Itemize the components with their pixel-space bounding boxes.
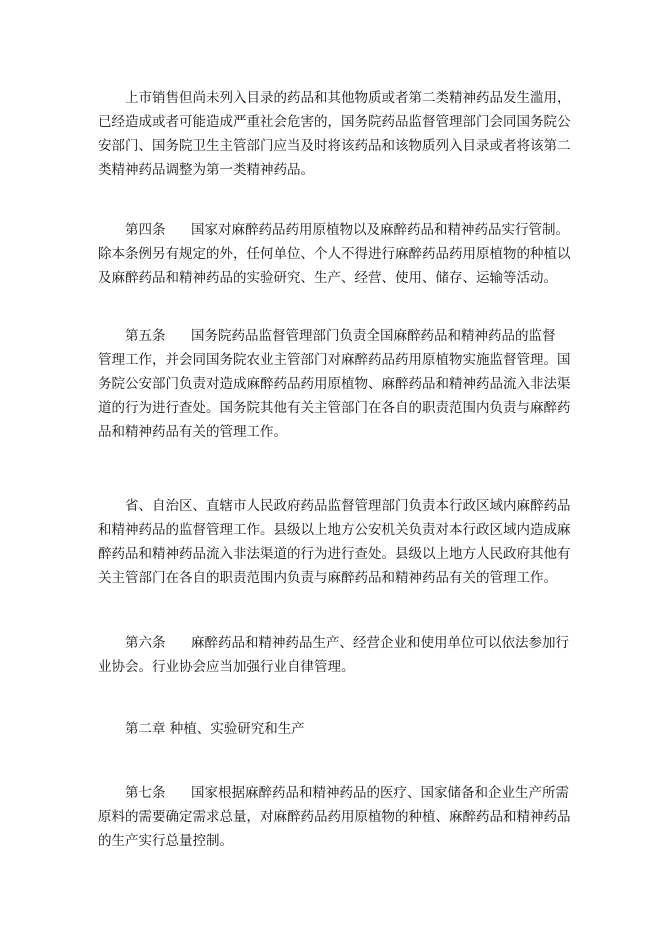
article-4-text-1: 国家对麻醉药品药用原植物以及麻醉药品和精神药品实行管制。 [191, 222, 569, 238]
article-5-line-3: 务院公安部门负责对造成麻醉药品药用原植物、麻醉药品和精神药品流入非法渠 [98, 376, 571, 392]
paragraph-provincial-line-4: 关主管部门在各自的职责范围内负责与麻醉药品和精神药品有关的管理工作。 [98, 570, 557, 586]
chapter-2-title: 第二章 种植、实验研究和生产 [125, 721, 305, 737]
article-7-line-3: 的生产实行总量控制。 [98, 833, 233, 849]
article-6-line-2: 业协会。行业协会应当加强行业自律管理。 [98, 659, 355, 675]
article-5-line-2: 管理工作，并会同国务院农业主管部门对麻醉药品药用原植物实施监督管理。国 [98, 352, 571, 368]
paragraph-1-line-1: 上市销售但尚未列入目录的药品和其他物质或者第二类精神药品发生滥用， [125, 90, 571, 106]
paragraph-provincial-line-3: 醉药品和精神药品流入非法渠道的行为进行查处。县级以上地方人民政府其他有 [98, 546, 571, 562]
paragraph-1 [98, 86, 571, 182]
article-6 [98, 631, 568, 679]
article-7-line-1 [98, 781, 568, 805]
article-4-line-2: 除本条例另有规定的外，任何单位、个人不得进行麻醉药品药用原植物的种植以 [98, 246, 571, 262]
article-7-number: 第七条 [125, 785, 166, 801]
article-4-number: 第四条 [125, 222, 166, 238]
article-4-line-1 [98, 218, 568, 242]
article-5-number: 第五条 [125, 328, 166, 344]
article-7 [98, 781, 571, 853]
paragraph-provincial-line-2: 和精神药品的监督管理工作。县级以上地方公安机关负责对本行政区域内造成麻 [98, 522, 571, 538]
paragraph-1-line-2: 已经造成或者可能造成严重社会危害的，国务院药品监督管理部门会同国务院公 [98, 114, 571, 130]
article-7-text-1: 国家根据麻醉药品和精神药品的医疗、国家储备和企业生产所需 [191, 785, 569, 801]
chapter-2-heading [98, 717, 568, 741]
paragraph-provincial [98, 494, 571, 590]
article-6-text-1: 麻醉药品和精神药品生产、经营企业和使用单位可以依法参加行 [191, 635, 569, 651]
article-5-line-4: 道的行为进行查处。国务院其他有关主管部门在各自的职责范围内负责与麻醉药 [98, 400, 571, 416]
article-5-line-1 [98, 324, 568, 348]
paragraph-provincial-line-1: 省、自治区、直辖市人民政府药品监督管理部门负责本行政区域内麻醉药品 [125, 498, 571, 514]
article-6-line-1 [98, 631, 568, 655]
article-5-text-1: 国务院药品监督管理部门负责全国麻醉药品和精神药品的监督 [191, 328, 556, 344]
paragraph-1-line-4: 类精神药品调整为第一类精神药品。 [98, 162, 314, 178]
paragraph-1-line-3: 安部门、国务院卫生主管部门应当及时将该药品和该物质列入目录或者将该第二 [98, 138, 571, 154]
article-6-number: 第六条 [125, 635, 166, 651]
article-7-line-2: 原料的需要确定需求总量，对麻醉药品药用原植物的种植、麻醉药品和精神药品 [98, 809, 571, 825]
article-4 [98, 218, 571, 290]
article-5 [98, 324, 571, 444]
article-4-line-3: 及麻醉药品和精神药品的实验研究、生产、经营、使用、储存、运输等活动。 [98, 270, 557, 286]
article-5-line-5: 品和精神药品有关的管理工作。 [98, 424, 287, 440]
